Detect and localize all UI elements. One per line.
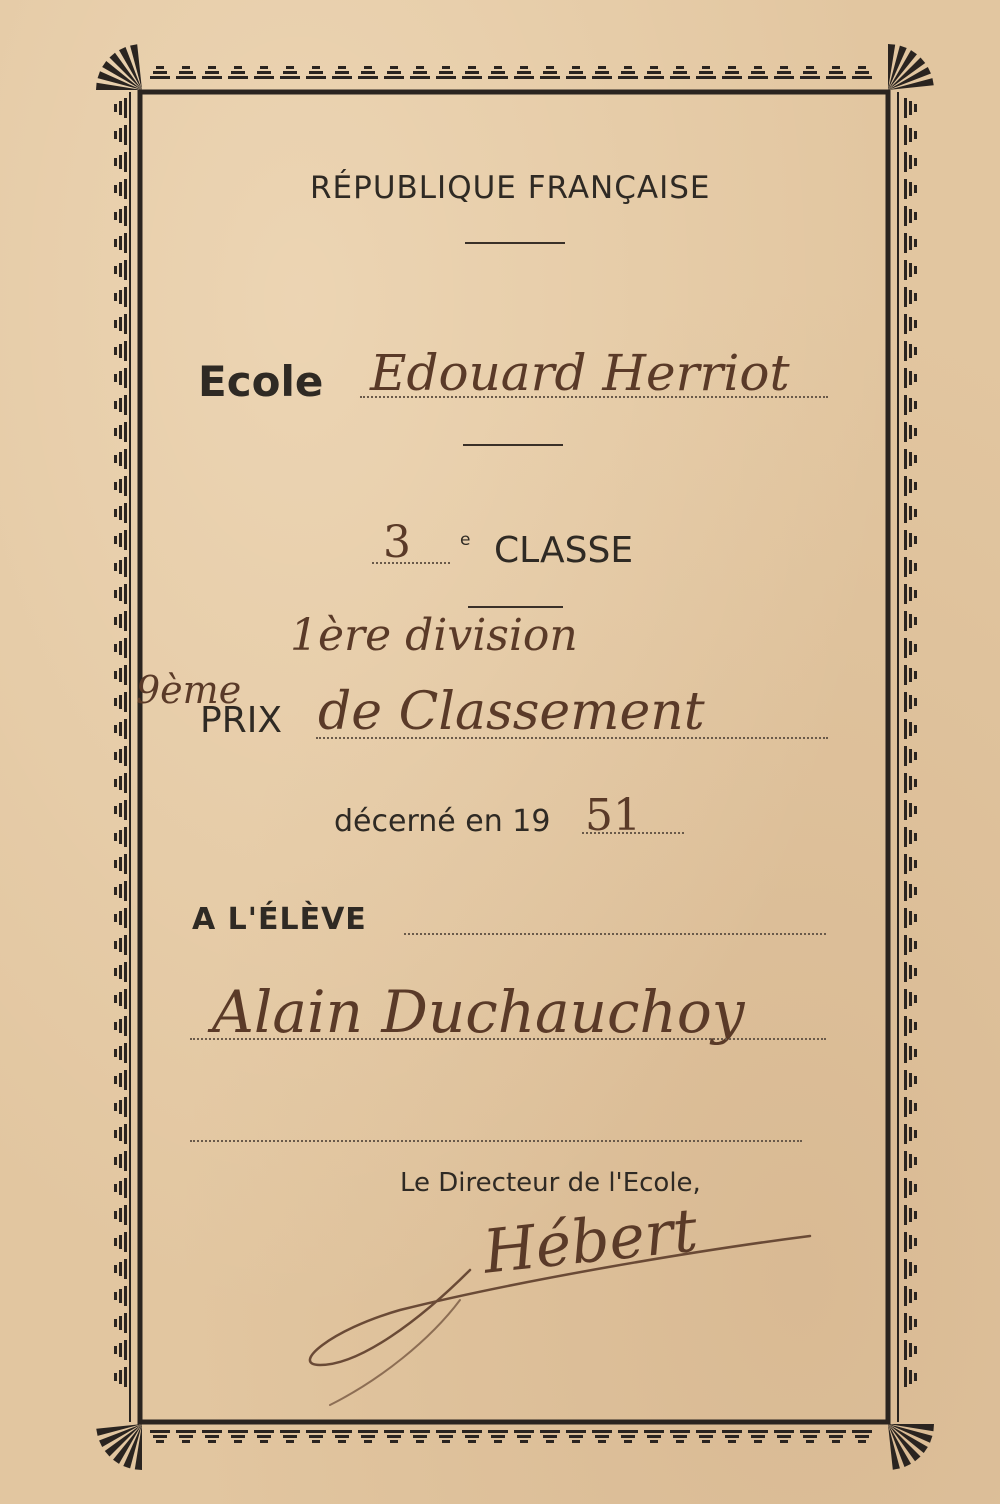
- awarded-label: décerné en 19: [334, 804, 551, 839]
- class-number: 3: [383, 517, 411, 568]
- year-dotted-line: [582, 832, 684, 834]
- division-text: 1ère division: [290, 610, 578, 661]
- student-dotted-line-2: [190, 1038, 826, 1040]
- prize-name: de Classement: [318, 682, 705, 742]
- student-name: Alain Duchauchoy: [212, 978, 745, 1046]
- divider-rule: [465, 242, 565, 244]
- republic-heading: RÉPUBLIQUE FRANÇAISE: [310, 170, 711, 206]
- prize-rank: 9ème: [136, 668, 242, 712]
- student-dotted-line-3: [190, 1140, 802, 1142]
- director-signature: Hébert: [480, 1195, 701, 1288]
- student-dotted-line-1: [404, 933, 826, 935]
- divider-rule: [468, 606, 563, 608]
- student-label: A L'ÉLÈVE: [192, 902, 367, 937]
- prize-label: PRIX: [200, 700, 283, 741]
- class-dotted-line: [372, 562, 450, 564]
- school-name: Edouard Herriot: [370, 344, 790, 402]
- school-label: Ecole: [198, 357, 324, 406]
- awarded-year: 51: [585, 790, 641, 841]
- class-suffix: e: [460, 530, 471, 550]
- divider-rule: [463, 444, 563, 446]
- school-dotted-line: [360, 396, 828, 398]
- class-label: CLASSE: [494, 530, 634, 571]
- director-line: Le Directeur de l'Ecole,: [400, 1168, 701, 1198]
- prize-dotted-line: [316, 737, 828, 739]
